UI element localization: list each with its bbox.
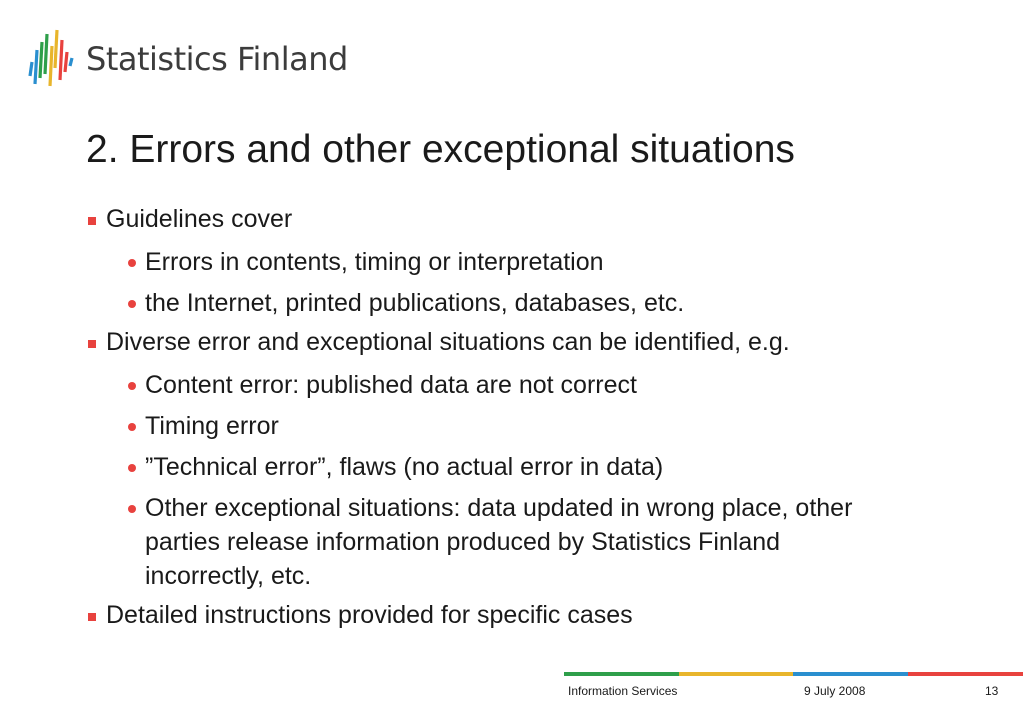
bullet-item: [86, 327, 986, 358]
bar-green: [564, 672, 679, 676]
logo-text: Statistics Finland: [86, 40, 348, 78]
square-bullet-icon: [88, 613, 96, 621]
round-bullet-icon: [128, 259, 136, 267]
round-bullet-icon: [128, 423, 136, 431]
sub-bullet-text: ”Technical error”, flaws (no actual error in data): [145, 453, 664, 481]
footer-color-bar: [564, 672, 1023, 676]
round-bullet-icon: [128, 382, 136, 390]
sub-bullet-item: [126, 245, 986, 279]
sub-bullet-text: Timing error: [145, 412, 279, 440]
sub-bullet-item: [126, 450, 986, 484]
sub-bullet-text: Other exceptional situations: data updated in wrong place, other parties release information produced by Statistics Finland incorrectly, etc.: [145, 494, 853, 590]
sub-bullet-text: Errors in contents, timing or interpretation: [145, 248, 604, 276]
sub-bullet-text: Content error: published data are not correct: [145, 371, 637, 399]
sub-bullet-item: [126, 368, 986, 402]
round-bullet-icon: [128, 505, 136, 513]
square-bullet-icon: [88, 217, 96, 225]
bar-yellow: [679, 672, 793, 676]
footer-page-number: 13: [985, 684, 999, 698]
sub-bullet-item: [126, 491, 905, 593]
sub-bullet-item: [126, 286, 986, 320]
slide-title: 2. Errors and other exceptional situations: [86, 128, 795, 171]
bullet-text: Detailed instructions provided for specific cases: [106, 601, 633, 629]
footer-department: Information Services: [568, 684, 678, 698]
bar-red: [908, 672, 1023, 676]
round-bullet-icon: [128, 464, 136, 472]
square-bullet-icon: [88, 340, 96, 348]
sub-bullet-text: the Internet, printed publications, databases, etc.: [145, 289, 685, 317]
bullet-item: [86, 204, 986, 235]
bullet-item: [86, 600, 986, 631]
sub-bullet-item: [126, 409, 986, 443]
statistics-finland-logo: [28, 28, 358, 90]
bullet-text: Guidelines cover: [106, 205, 293, 233]
round-bullet-icon: [128, 300, 136, 308]
bullet-list: [86, 204, 986, 641]
logo-mark-icon: [28, 28, 80, 90]
footer-date: 9 July 2008: [804, 684, 866, 698]
bar-blue: [793, 672, 908, 676]
bullet-text: Diverse error and exceptional situations can be identified, e.g.: [106, 328, 790, 356]
